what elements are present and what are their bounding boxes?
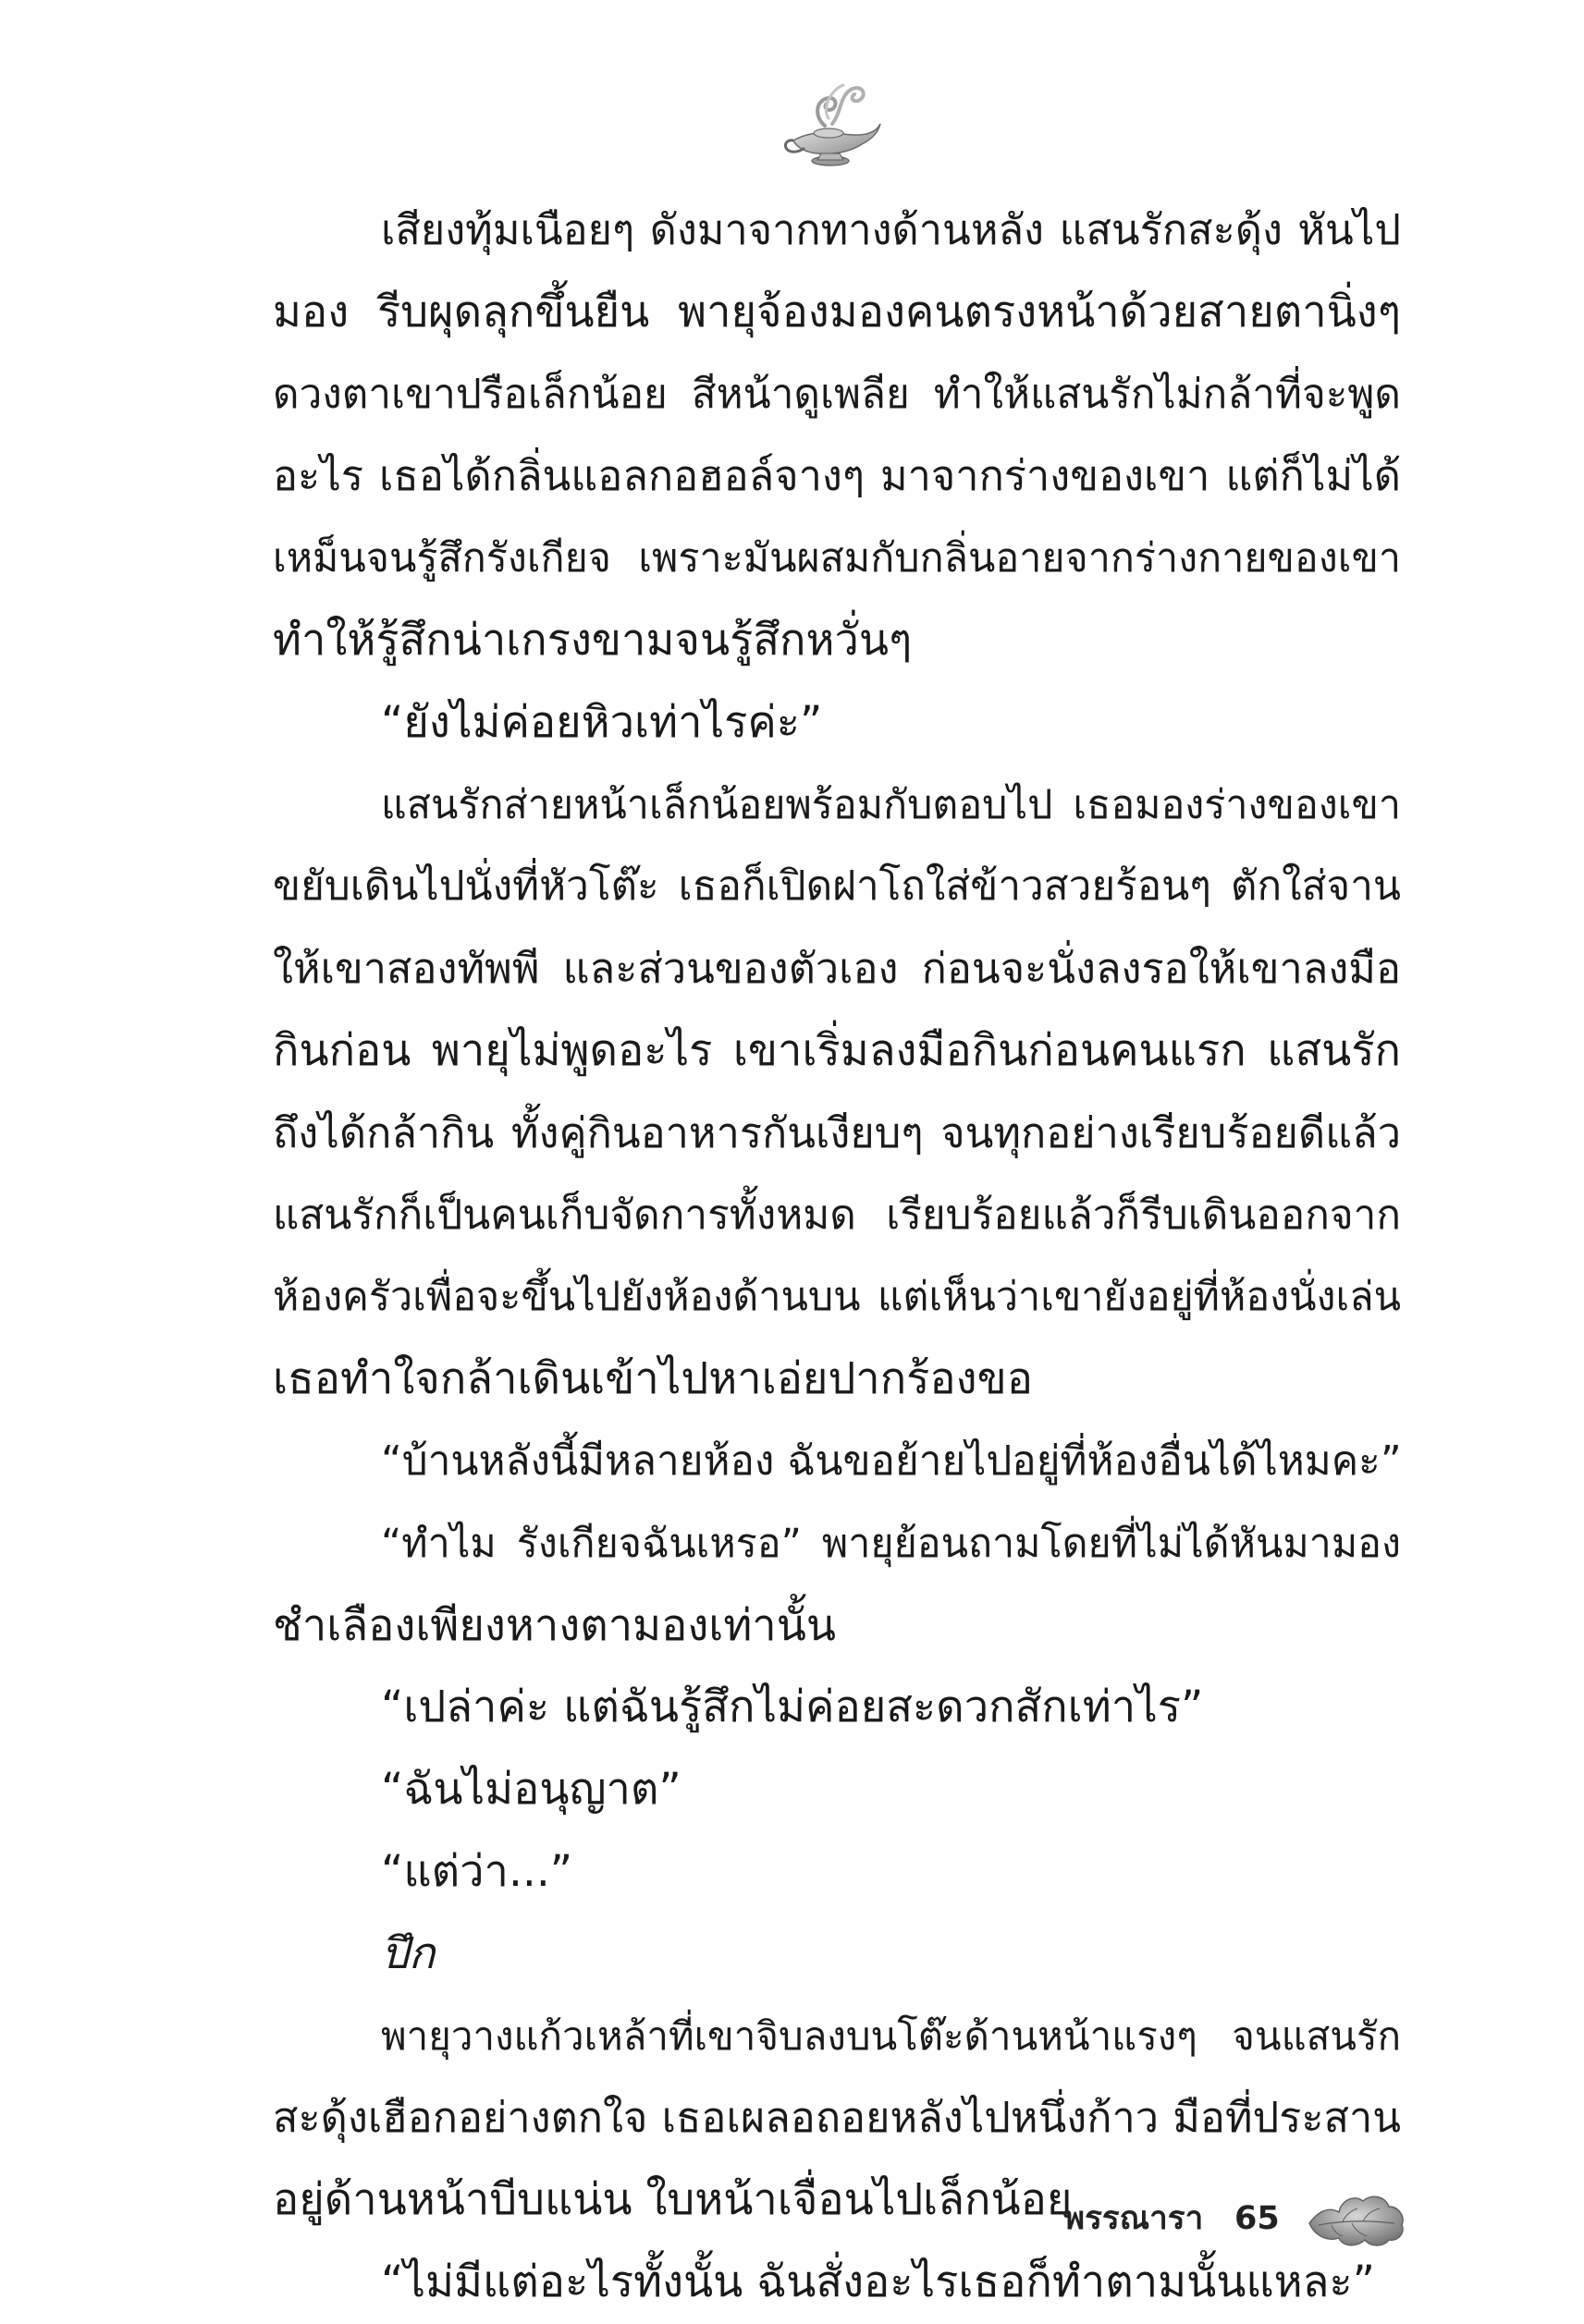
text-line: ห้องครัวเพื่อจะขึ้นไปยังห้องด้านบน แต่เห็นว่าเขายังอยู่ที่ห้องนั่งเล่น (273, 1274, 1401, 1321)
text-line: แสนรักก็เป็นคนเก็บจัดการทั้งหมด เรียบร้อยแล้วก็รีบเดินออกจาก (273, 1191, 1401, 1239)
text-line: อะไร เธอได้กลิ่นแอลกอฮอล์จางๆ มาจากร่างของเขา แต่ก็ไม่ได้ (273, 451, 1401, 501)
text-line: “ไม่มีแต่อะไรทั้งนั้น ฉันสั่งอะไรเธอก็ทำตามนั้นแหละ” (381, 2256, 1376, 2307)
text-line: ให้เขาสองทัพพี และส่วนของตัวเอง ก่อนจะนั่งลงรอให้เขาลงมือ (273, 944, 1401, 994)
genie-lamp-icon (777, 72, 888, 174)
body-text (273, 190, 1401, 2324)
text-line: แสนรักส่ายหน้าเล็กน้อยพร้อมกับตอบไป เธอมองร่างของเขา (381, 781, 1401, 828)
text-line: ถึงได้กล้ากิน ทั้งคู่กินอาหารกันเงียบๆ จนทุกอย่างเรียบร้อยดีแล้ว (273, 1107, 1401, 1157)
text-line: เสียงทุ้มเนือยๆ ดังมาจากทางด้านหลัง แสนรักสะดุ้ง หันไป (381, 205, 1401, 254)
text-line: กินก่อน พายุไม่พูดอะไร เขาเริ่มลงมือกินก่อนคนแรก แสนรัก (273, 1024, 1401, 1076)
text-line: มอง รีบผุดลุกขึ้นยืน พายุจ้องมองคนตรงหน้าด้วยสายตานิ่งๆ (273, 286, 1401, 337)
text-line: สะดุ้งเฮือกอย่างตกใจ เธอเผลอถอยหลังไปหนึ่งก้าว มือที่ประสาน (273, 2093, 1401, 2143)
text-line: “ทำไม รังเกียจฉันเหรอ” พายุย้อนถามโดยที่ไม่ได้หันมามอง (381, 1520, 1401, 1567)
page-footer (1063, 2186, 1415, 2251)
text-line: “ฉันไม่อนุญาต” (381, 1764, 681, 1816)
text-line: ทำให้รู้สึกน่าเกรงขามจนรู้สึกหวั่นๆ (273, 614, 913, 666)
text-line: ดวงตาเขาปรือเล็กน้อย สีหน้าดูเพลีย ทำให้แสนรักไม่กล้าที่จะพูด (273, 370, 1401, 418)
text-line: เธอทำใจกล้าเดินเข้าไปหาเอ่ยปากร้องขอ (273, 1353, 1033, 1405)
text-line: “เปล่าค่ะ แต่ฉันรู้สึกไม่ค่อยสะดวกสักเท่าไร” (381, 1682, 1204, 1733)
text-line: พายุวางแก้วเหล้าที่เขาจิบลงบนโต๊ะด้านหน้าแรงๆ จนแสนรัก (381, 2012, 1401, 2059)
text-line: ปึก (381, 1927, 436, 1979)
page-number: 65 (1234, 2200, 1280, 2237)
text-line: “แต่ว่า...” (381, 1845, 573, 1897)
leaf-flourish-icon (1306, 2188, 1407, 2249)
text-line: อยู่ด้านหน้าบีบแน่น ใบหน้าเจื่อนไปเล็กน้อย (273, 2174, 1073, 2226)
text-line: เหม็นจนรู้สึกรังเกียจ เพราะมันผสมกับกลิ่นอายจากร่างกายของเขา (273, 535, 1401, 582)
text-line: “ยังไม่ค่อยหิวเท่าไรค่ะ” (381, 696, 823, 748)
text-line: ขยับเดินไปนั่งที่หัวโต๊ะ เธอก็เปิดฝาโถใส่ข้าวสวยร้อนๆ ตักใส่จาน (273, 862, 1401, 911)
book-title: พรรณารา (1063, 2200, 1204, 2237)
text-line: “บ้านหลังนี้มีหลายห้อง ฉันขอย้ายไปอยู่ที่ห้องอื่นได้ไหมคะ” (381, 1437, 1402, 1485)
text-line: ชำเลืองเพียงหางตามองเท่านั้น (273, 1599, 836, 1651)
